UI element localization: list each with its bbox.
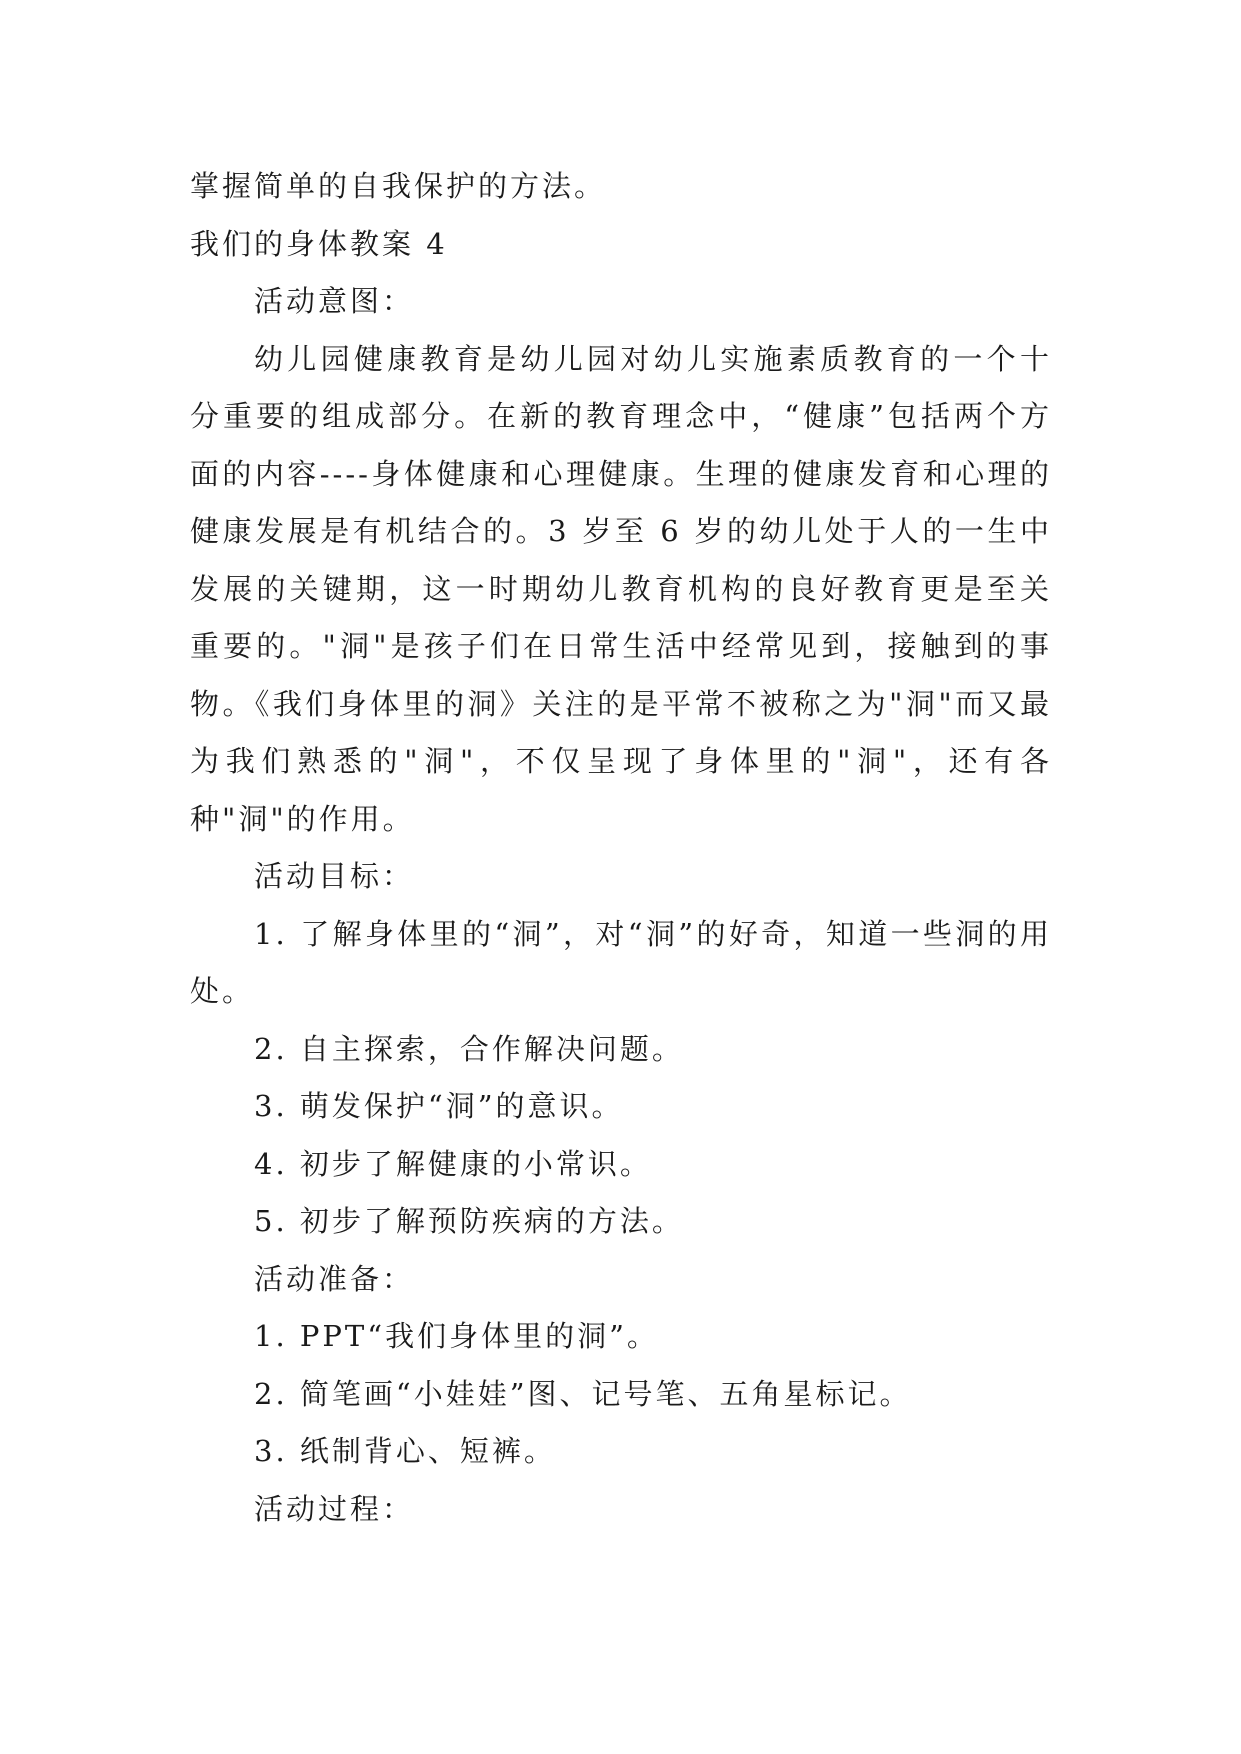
- preparation-item: 1. PPT“我们身体里的洞”。: [254, 1319, 659, 1353]
- goal-item: 2. 自主探索，合作解决问题。: [254, 1031, 684, 1066]
- preparation-item: 3. 纸制背心、短裤。: [254, 1434, 556, 1468]
- goal-item: 3. 萌发保护“洞”的意识。: [254, 1089, 624, 1123]
- section-title: 我们的身体教案 4: [190, 226, 448, 261]
- preparation-item: 2. 简笔画“小娃娃”图、记号笔、五角星标记。: [254, 1376, 912, 1411]
- closing-sentence: 掌握简单的自我保护的方法。: [190, 169, 607, 203]
- goal-item: 1. 了解身体里的“洞”，对“洞”的好奇，知道一些洞的用处。: [190, 916, 1052, 1008]
- goal-item: 4. 初步了解健康的小常识。: [254, 1146, 652, 1181]
- heading-activity-process: 活动过程：: [254, 1491, 415, 1526]
- heading-activity-preparation: 活动准备：: [254, 1261, 415, 1296]
- goal-item: 5. 初步了解预防疾病的方法。: [254, 1204, 684, 1238]
- paragraph-activity-intent: 幼儿园健康教育是幼儿园对幼儿实施素质教育的一个十分重要的组成部分。在新的教育理念中，“健康”包括两个方面的内容----身体健康和心理健康。生理的健康发育和心理的健康发展是有机结合的。3 岁至 6 岁的幼儿处于人的一生中发展的关键期，这一时期幼儿教育机构的良好教育更是至关重要的。"洞"是孩子们在日常生活中经常见到，接触到的事物。《我们身体里的洞》关注的是平常不被称之为"洞"而又最为我们熟悉的"洞"，不仅呈现了身体里的"洞"，还有各种"洞"的作用。: [190, 341, 1052, 836]
- heading-activity-intent: 活动意图：: [254, 284, 415, 318]
- heading-activity-goals: 活动目标：: [254, 859, 415, 893]
- document-body: [190, 158, 1052, 1538]
